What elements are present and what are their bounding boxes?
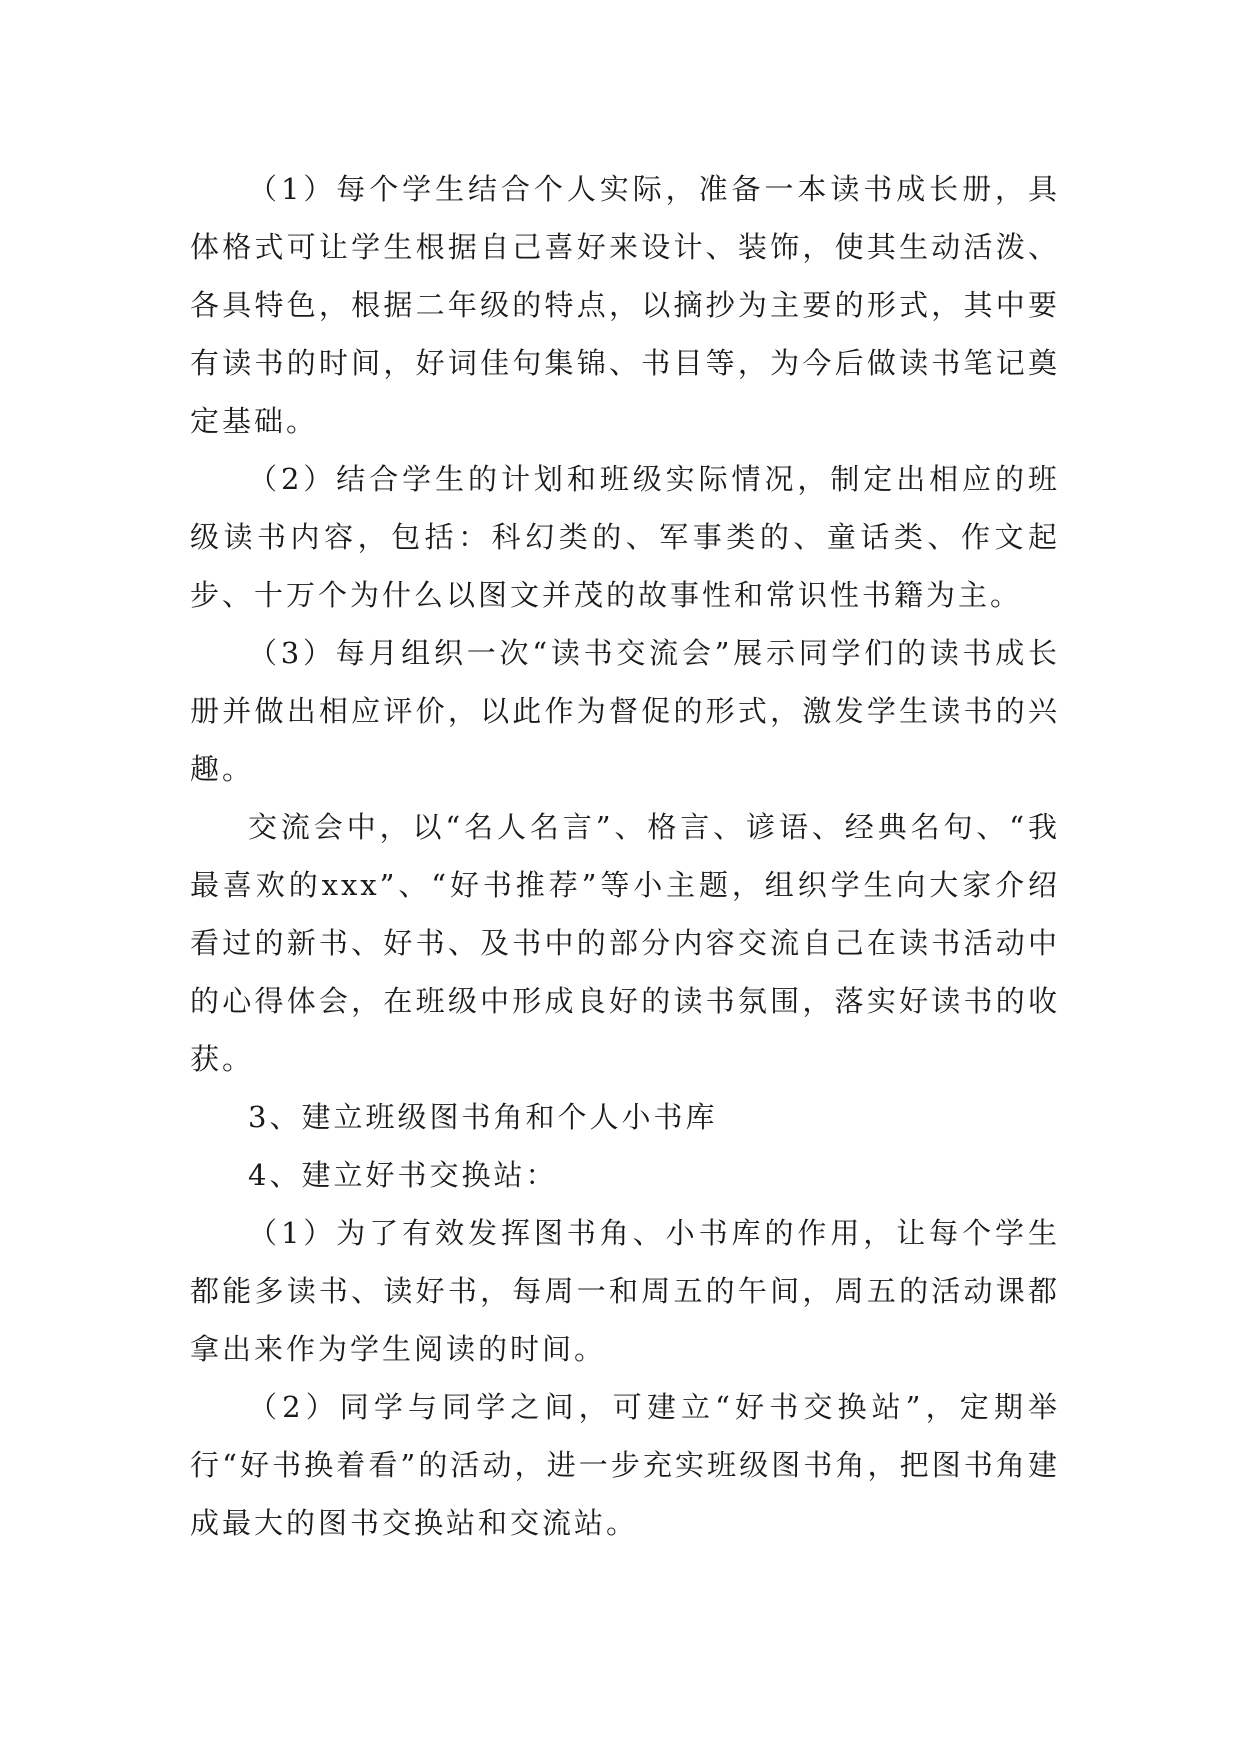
paragraph-book-swap: （2）同学与同学之间，可建立“好书交换站”，定期举行“好书换着看”的活动，进一步充实班级图书角，把图书角建成最大的图书交换站和交流站。	[190, 1390, 1060, 1540]
paragraph-reading-time: （1）为了有效发挥图书角、小书库的作用，让每个学生都能多读书、读好书，每周一和周五的午间，周五的活动课都拿出来作为学生阅读的时间。	[190, 1216, 1060, 1366]
paragraph-exchange-meeting: （3）每月组织一次“读书交流会”展示同学们的读书成长册并做出相应评价，以此作为督促的形式，激发学生读书的兴趣。	[190, 636, 1060, 786]
paragraph-meeting-topics: 交流会中，以“名人名言”、格言、谚语、经典名句、“我最喜欢的xxx”、“好书推荐”等小主题，组织学生向大家介绍看过的新书、好书、及书中的部分内容交流自己在读书活动中的心得体会，在班级中形成良好的读书氛围，落实好读书的收获。	[190, 810, 1060, 1076]
paragraph-book-corner: 3、建立班级图书角和个人小书库	[248, 1100, 718, 1134]
paragraph-exchange-station: 4、建立好书交换站：	[248, 1158, 558, 1192]
paragraph-reading-content: （2）结合学生的计划和班级实际情况，制定出相应的班级读书内容，包括：科幻类的、军事类的、童话类、作文起步、十万个为什么以图文并茂的故事性和常识性书籍为主。	[190, 462, 1060, 612]
paragraph-growth-book: （1）每个学生结合个人实际，准备一本读书成长册，具体格式可让学生根据自己喜好来设计、装饰，使其生动活泼、各具特色，根据二年级的特点，以摘抄为主要的形式，其中要有读书的时间，好词佳句集锦、书目等，为今后做读书笔记奠定基础。	[190, 172, 1060, 438]
document-body	[190, 160, 1060, 1552]
